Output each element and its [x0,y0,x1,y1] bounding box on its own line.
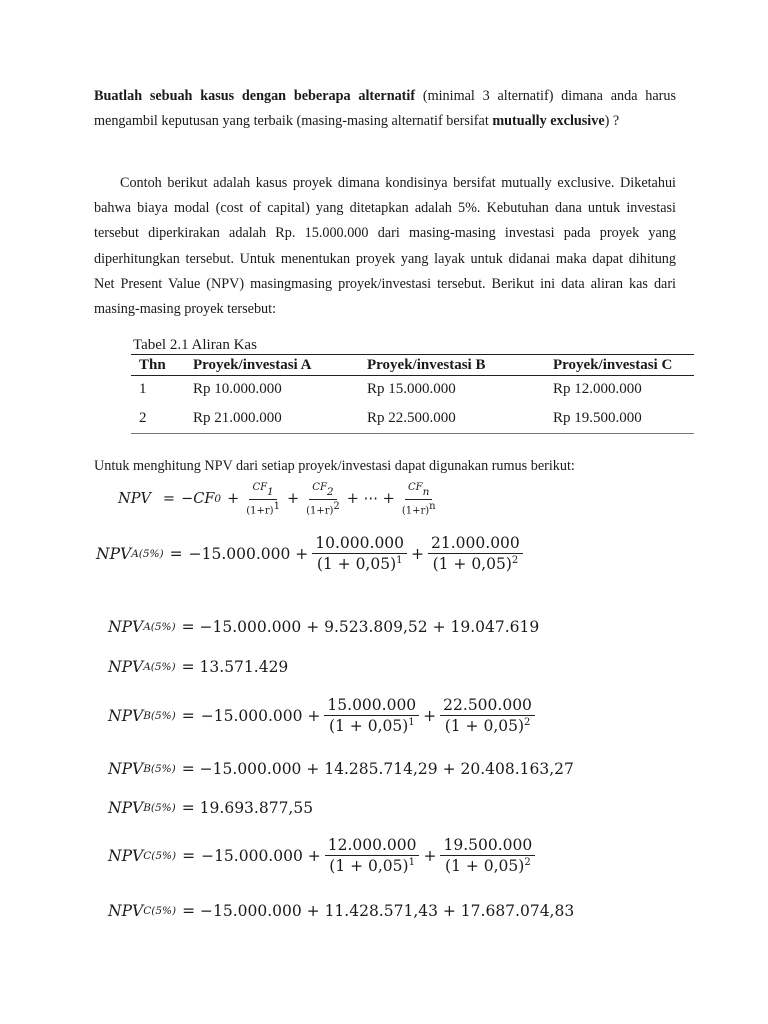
fraction-exponent: 2 [524,717,531,728]
eq-plus: + [423,706,437,725]
fraction-exponent: 2 [524,857,531,868]
npv-b-values-equation [108,760,574,778]
fraction-numerator: 21.000.000 [428,534,523,554]
fraction-exponent: 2 [511,555,519,566]
eq-lhs: NPV [108,760,144,778]
fraction-numerator: 15.000.000 [324,696,419,716]
eq-plus: + [286,491,300,508]
fraction-numerator-sub: n [422,486,430,498]
table-cell: 1 [139,381,147,397]
fraction-exponent: 1 [408,717,415,728]
eq-lhs-sub: A(5%) [131,547,164,560]
fraction [325,836,420,875]
eq-term: −15.000.000 + [188,544,309,563]
fraction-denominator: (1 + 0,05) [432,555,512,574]
fraction-denominator: (1+r) [401,505,430,517]
eq-term: −15.000.000 + [200,706,321,725]
table-cell: Rp 15.000.000 [367,381,456,397]
npv-b-fraction-equation [108,696,539,735]
table-cell: Rp 10.000.000 [193,381,282,397]
formula-intro: Untuk menghitung NPV dari setiap proyek/investasi dapat digunakan rumus berikut: [94,458,575,474]
npv-a-result [108,658,288,676]
table-header-cell: Proyek/investasi C [545,355,694,376]
eq-lhs-sub: C(5%) [143,905,177,917]
eq-lhs-sub: B(5%) [143,802,176,814]
fraction [440,836,535,875]
table-row [131,403,694,434]
eq-sign: = [182,846,196,865]
fraction-denominator: (1+r) [306,505,334,517]
eq-lhs-sub: A(5%) [143,661,176,673]
fraction [312,534,407,573]
eq-lhs: NPV [118,491,151,508]
eq-lhs-sub: C(5%) [143,849,177,862]
fraction-exponent: 1 [273,501,280,512]
eq-rhs: = 13.571.429 [181,658,289,676]
question-text-2: ) ? [604,113,620,130]
npv-b-result [108,799,313,817]
eq-lhs-sub: B(5%) [143,763,176,775]
npv-general-formula [118,482,443,516]
fraction-numerator: CF [312,482,327,493]
eq-lhs-sub: B(5%) [143,709,176,722]
fraction-denominator: (1+r) [246,505,274,517]
table-cell: Rp 19.500.000 [545,403,694,434]
fraction-numerator-sub: 1 [267,486,274,498]
eq-lhs: NPV [108,618,144,636]
eq-rhs: = −15.000.000 + 14.285.714,29 + 20.408.163,27 [181,760,574,778]
fraction-denominator: (1 + 0,05) [316,555,397,574]
table-title: Tabel 2.1 Aliran Kas [133,337,257,353]
eq-lhs-sub: A(5%) [143,621,176,633]
eq-lhs: NPV [108,658,144,676]
fraction-numerator: 10.000.000 [312,534,407,554]
eq-lhs: NPV [108,706,144,725]
fraction-denominator: (1 + 0,05) [329,857,409,876]
fraction-exponent: n [429,501,436,512]
eq-sign: = [181,706,195,725]
fraction-exponent: 2 [333,501,340,512]
fraction [303,482,343,516]
table-cell: 2 [131,403,185,434]
eq-lhs: NPV [108,799,144,817]
intro-paragraph: Contoh berikut adalah kasus proyek dimana kondisinya bersifat mutually exclusive. Diketahui bahwa biaya modal (cost of capital) yang ditetapkan adalah 5%. Kebutuhan dana untuk investasi tersebut diperkirakan adalah Rp. 15.000.000 dari masing-masing investasi pada proyek yang diperhitungkan tersebut. Untuk menentukan proyek yang layak untuk didanai maka dapat dihitung Net Present Value (NPV) masingmasing proyek/investasi tersebut. Berikut ini data aliran kas dari masing-masing proyek tersebut: [94,175,676,318]
table-cell: Rp 21.000.000 [185,403,359,434]
question-text-1: (minimal 3 alternatif) dimana anda harus mengambil keputusan yang terbaik (masing-masing alternatif bersifat [94,88,676,130]
fraction [428,534,523,573]
fraction-denominator: (1 + 0,05) [444,717,525,736]
cash-flow-table [131,354,694,434]
fraction [440,696,535,735]
fraction-numerator-sub: 2 [326,486,334,498]
eq-term: −15.000.000 + [201,846,321,865]
table-cell: Rp 22.500.000 [359,403,545,434]
question-bold-term: mutually exclusive [492,113,605,130]
npv-a-fraction-equation [96,534,527,573]
fraction [324,696,419,735]
fraction-exponent: 1 [396,555,403,566]
fraction [243,482,283,516]
eq-plus: + [227,491,240,508]
eq-plus: + [423,846,437,865]
fraction-numerator: 22.500.000 [440,696,535,716]
eq-lhs: NPV [96,544,132,563]
eq-rhs: = −15.000.000 + 9.523.809,52 + 19.047.619 [181,618,540,636]
question-bold-intro: Buatlah sebuah kasus dengan beberapa alternatif [94,88,416,104]
npv-c-values-equation [108,902,574,920]
eq-lhs: NPV [108,846,144,865]
fraction-denominator: (1 + 0,05) [328,717,409,736]
table-row [131,376,694,404]
table-header-cell: Proyek/investasi A [185,355,359,376]
eq-plus: + [411,544,425,563]
fraction-numerator: 12.000.000 [325,836,420,856]
table-header-cell: Proyek/investasi B [359,355,545,376]
npv-c-fraction-equation [108,836,539,875]
table-header-cell: Thn [131,355,185,376]
eq-rhs: = 19.693.877,55 [181,799,314,817]
fraction-denominator: (1 + 0,05) [445,857,525,876]
eq-lhs: NPV [108,902,144,920]
fraction-exponent: 1 [408,857,415,868]
fraction-numerator: CF [252,482,268,493]
eq-dots: + ⋯ + [346,491,395,508]
eq-cf0-sub: 0 [214,493,222,506]
eq-cf0: −CF [181,491,215,508]
fraction [399,482,439,516]
fraction-numerator: 19.500.000 [440,836,535,856]
question-paragraph [94,84,676,134]
table-cell: Rp 12.000.000 [553,381,642,397]
eq-sign: = [169,544,183,563]
table-header-row [131,355,694,376]
eq-sign: = [162,491,176,508]
fraction-numerator: CF [408,482,423,493]
npv-a-values-equation [108,618,539,636]
eq-rhs: = −15.000.000 + 11.428.571,43 + 17.687.074,83 [182,902,575,920]
